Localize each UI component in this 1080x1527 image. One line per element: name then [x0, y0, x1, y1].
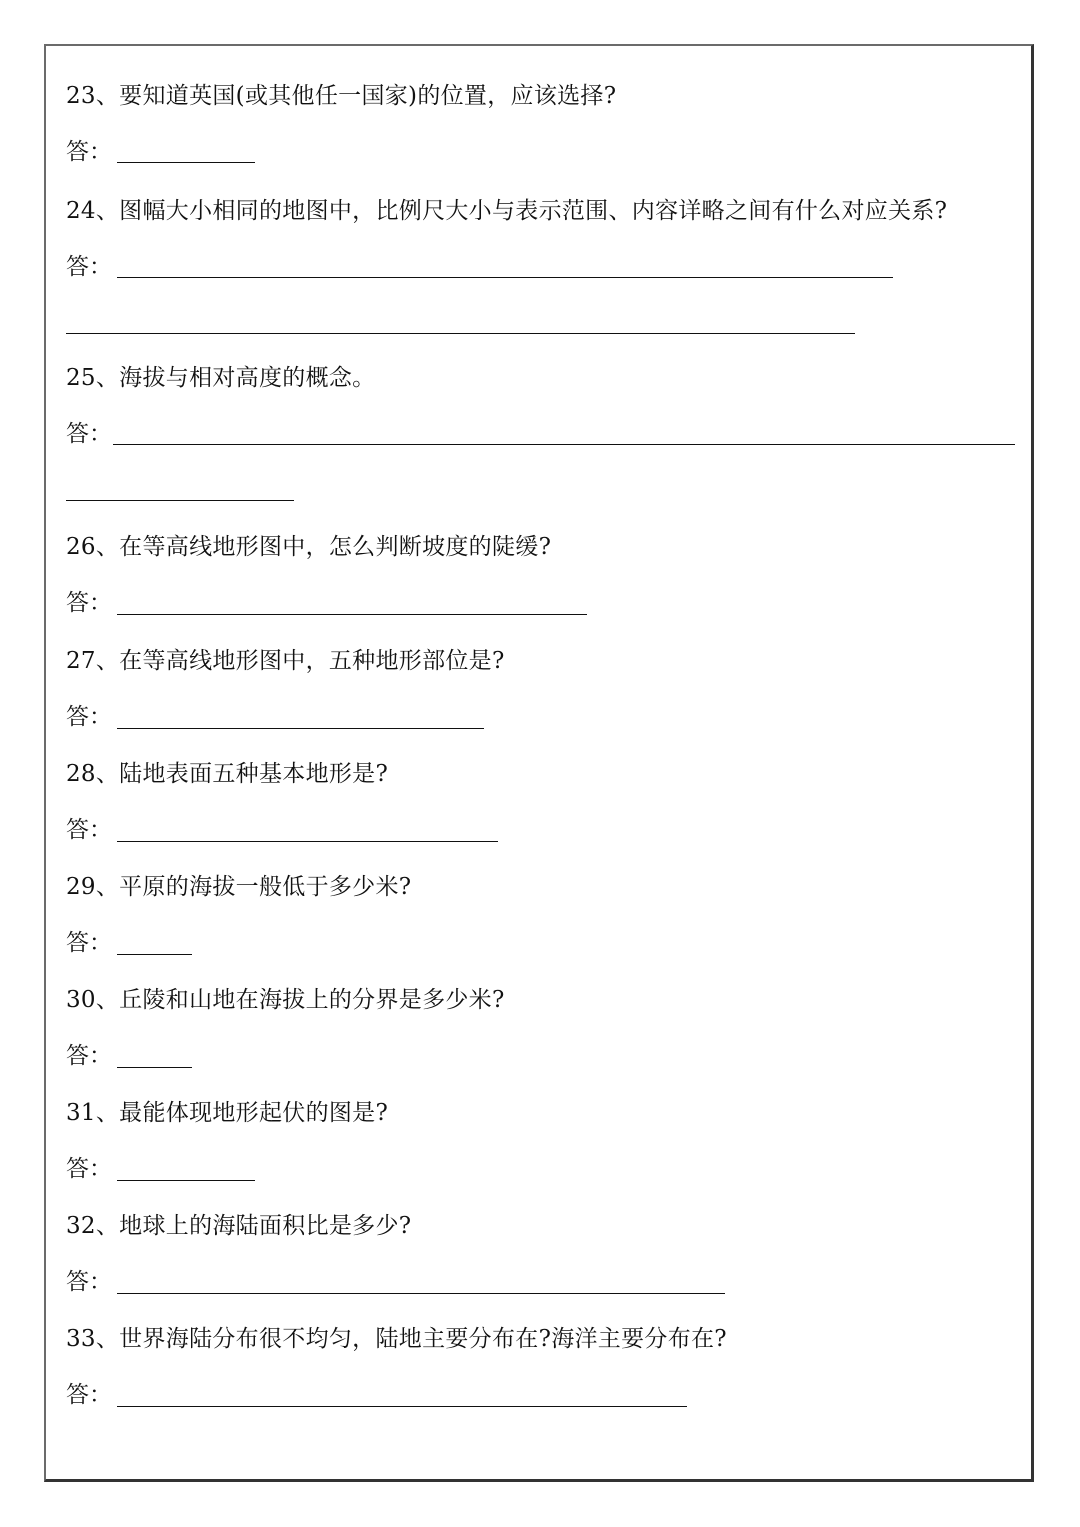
answer-label-31: 答：: [66, 1156, 112, 1182]
answer-blank-29[interactable]: [117, 954, 192, 955]
answer-label-28: 答：: [66, 817, 112, 843]
answer-label-27: 答：: [66, 704, 112, 730]
question-27: 27、在等高线地形图中，五种地形部位是?: [66, 648, 505, 674]
question-28: 28、陆地表面五种基本地形是?: [66, 761, 389, 787]
answer-blank-33[interactable]: [117, 1406, 687, 1407]
answer-label-30: 答：: [66, 1043, 112, 1069]
answer-blank-24[interactable]: [117, 277, 893, 278]
answer-label-29: 答：: [66, 930, 112, 956]
question-23: 23、要知道英国(或其他任一国家)的位置，应该选择?: [66, 83, 617, 109]
answer-label-26: 答：: [66, 590, 112, 616]
question-31: 31、最能体现地形起伏的图是?: [66, 1100, 389, 1126]
answer-label-23: 答：: [66, 139, 112, 165]
answer-blank-28[interactable]: [117, 841, 498, 842]
answer-blank-25[interactable]: [113, 444, 1015, 445]
answer-label-25: 答：: [66, 421, 112, 447]
question-25: 25、海拔与相对高度的概念。: [66, 365, 376, 391]
answer-label-24: 答：: [66, 254, 112, 280]
answer-blank-26[interactable]: [117, 614, 587, 615]
question-30: 30、丘陵和山地在海拔上的分界是多少米?: [66, 987, 505, 1013]
question-32: 32、地球上的海陆面积比是多少?: [66, 1213, 412, 1239]
answer-label-33: 答：: [66, 1382, 112, 1408]
question-26: 26、在等高线地形图中，怎么判断坡度的陡缓?: [66, 534, 552, 560]
answer-label-32: 答：: [66, 1269, 112, 1295]
answer-blank-32[interactable]: [117, 1293, 725, 1294]
answer-blank-31[interactable]: [117, 1180, 255, 1181]
question-33: 33、世界海陆分布很不均匀，陆地主要分布在?海洋主要分布在?: [66, 1326, 727, 1352]
question-29: 29、平原的海拔一般低于多少米?: [66, 874, 412, 900]
answer-blank-24-line-2[interactable]: [66, 333, 855, 334]
answer-blank-23[interactable]: [117, 162, 255, 163]
question-24: 24、图幅大小相同的地图中，比例尺大小与表示范围、内容详略之间有什么对应关系?: [66, 198, 948, 224]
answer-blank-27[interactable]: [117, 728, 484, 729]
answer-blank-25-line-2[interactable]: [66, 500, 294, 501]
answer-blank-30[interactable]: [117, 1067, 192, 1068]
